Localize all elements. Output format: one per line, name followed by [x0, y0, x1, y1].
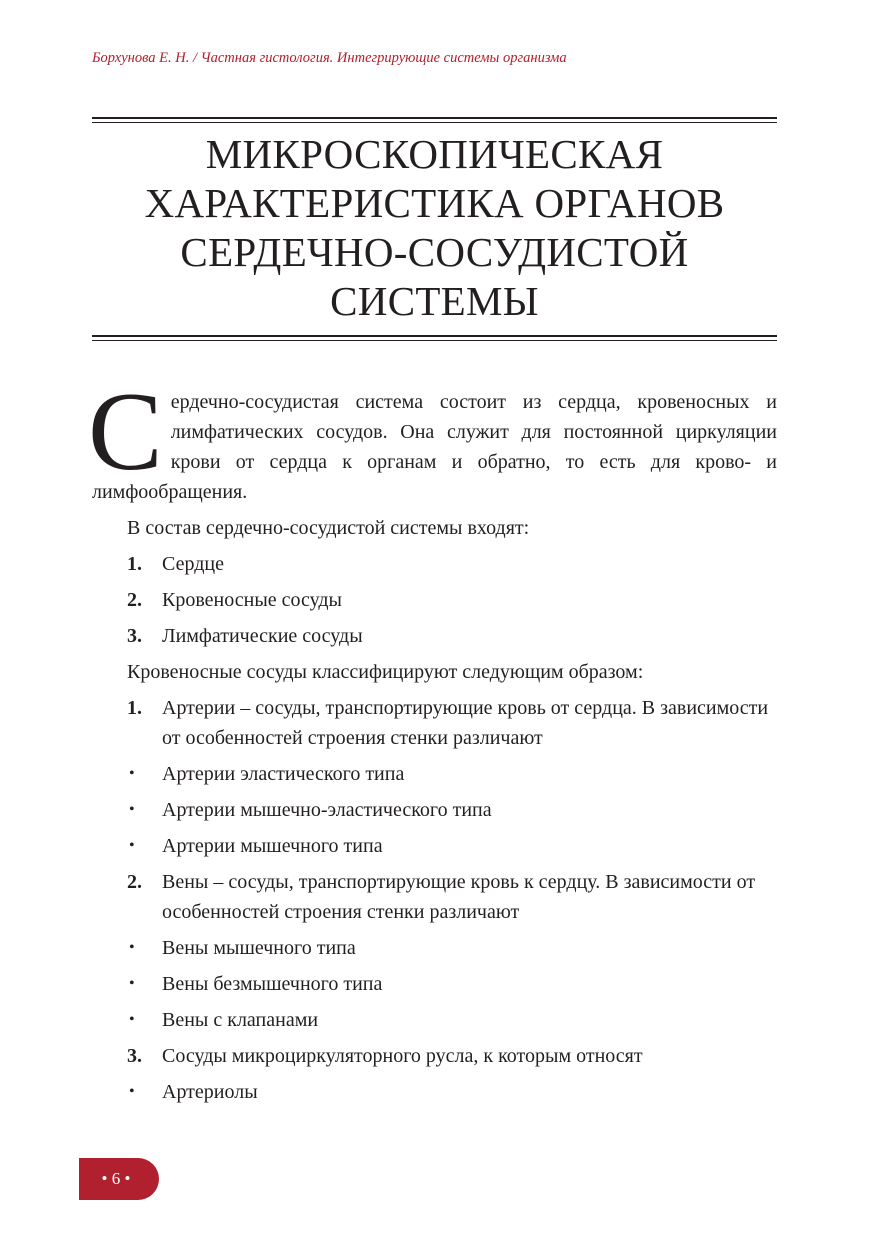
title-rule-bottom [92, 335, 777, 341]
classification-list [92, 693, 777, 1107]
running-head: Борхунова Е. Н. / Частная гистология. Интегрирующие системы организма [92, 50, 567, 66]
list-marker: 3. [127, 1045, 142, 1067]
bullet-marker: • [129, 975, 135, 992]
composition-list [92, 549, 777, 651]
list-item [92, 831, 777, 861]
list-item-text: Кровеносные сосуды [162, 589, 342, 611]
bullet-marker: • [129, 765, 135, 782]
list-item [92, 549, 777, 579]
list-item [92, 795, 777, 825]
list-item [92, 1041, 777, 1071]
page-number: • 6 • [79, 1158, 159, 1200]
list-item-text: Вены – сосуды, транспортирующие кровь к сердцу. В зависимости от особенностей строения стенки различают [162, 871, 756, 923]
title-line: СЕРДЕЧНО-СОСУДИСТОЙ [180, 229, 689, 275]
list-item-text: Артерии мышечно-эластического типа [162, 799, 492, 821]
list-item-text: Артерии – сосуды, транспортирующие кровь от сердца. В зависимости от особенностей строения стенки различают [162, 697, 769, 749]
drop-cap: С [88, 370, 163, 494]
list-item-text: Вены мышечного типа [162, 937, 356, 959]
bullet-marker: • [129, 801, 135, 818]
bullet-marker: • [129, 1011, 135, 1028]
list-marker: 3. [127, 625, 142, 647]
list-item [92, 621, 777, 651]
bullet-marker: • [129, 837, 135, 854]
list-item-text: Вены безмышечного типа [162, 973, 383, 995]
list-item-text: Вены с клапанами [162, 1009, 319, 1031]
title-line: МИКРОСКОПИЧЕСКАЯ [205, 131, 664, 177]
bullet-marker: • [129, 1083, 135, 1100]
list-item [92, 759, 777, 789]
list-item-text: Артериолы [162, 1081, 258, 1103]
list-item [92, 969, 777, 999]
list-item-text: Артерии эластического типа [162, 763, 405, 785]
list-item [92, 933, 777, 963]
bullet-marker: • [129, 939, 135, 956]
body-text [88, 370, 777, 1107]
list-marker: 1. [127, 697, 142, 719]
list-item [92, 585, 777, 615]
intro-paragraph [88, 370, 777, 507]
composition-heading: В состав сердечно-сосудистой системы входят: [127, 517, 530, 539]
list-item-text: Сердце [162, 553, 224, 575]
intro-text: ердечно-сосудистая система состоит из сердца, кровеносных и лимфатических сосудов. Она служит для постоянной циркуляции крови от сердца к органам и обратно, то есть для крово- и лимфообращения. [92, 391, 777, 503]
list-item [92, 1077, 777, 1107]
list-item [92, 1005, 777, 1035]
list-marker: 1. [127, 553, 142, 575]
list-item [92, 693, 777, 753]
list-item-text: Артерии мышечного типа [162, 835, 383, 857]
list-marker: 2. [127, 871, 142, 893]
title-line: ХАРАКТЕРИСТИКА ОРГАНОВ [144, 180, 725, 226]
list-marker: 2. [127, 589, 142, 611]
classification-heading: Кровеносные сосуды классифицируют следующим образом: [127, 661, 644, 683]
title-line: СИСТЕМЫ [330, 278, 539, 324]
chapter-title [92, 130, 777, 326]
title-rule-top [92, 117, 777, 123]
list-item-text: Сосуды микроциркуляторного русла, к которым относят [162, 1045, 643, 1067]
list-item-text: Лимфатические сосуды [162, 625, 363, 647]
list-item [92, 867, 777, 927]
